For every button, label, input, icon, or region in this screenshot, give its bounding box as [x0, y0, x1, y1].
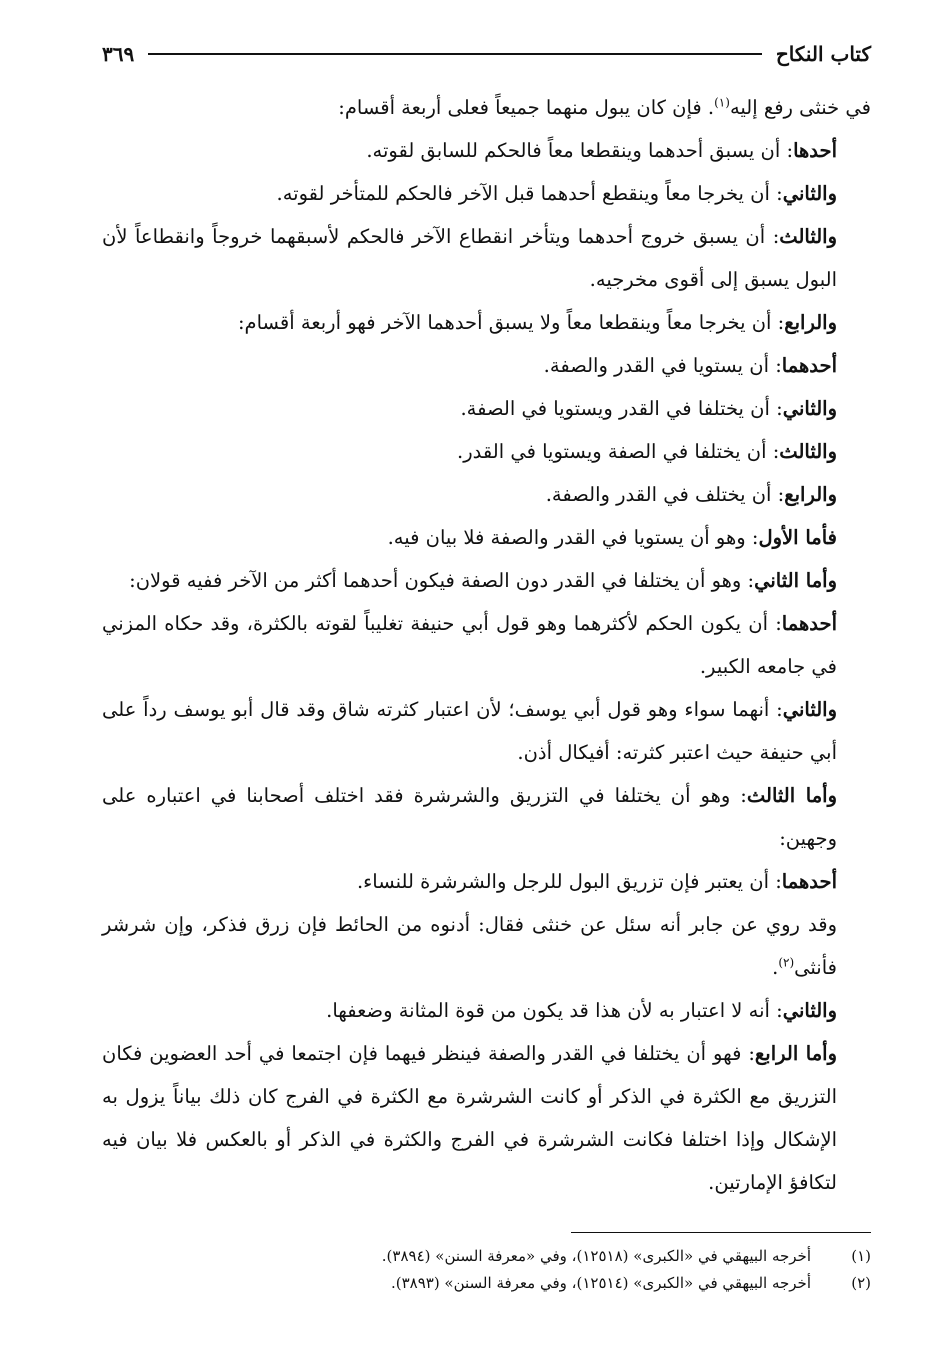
body-text: [102, 86, 871, 1204]
paragraph: فأما الأول: وهو أن يستويا في القدر والصفة فلا بيان فيه.: [387, 526, 837, 549]
paragraph: والثالث: أن يسبق خروج أحدهما ويتأخر انقطاع الآخر فالحكم لأسبقهما خروجاً وانقطاعاً لأن البول يسبق إلى أقوى مخرجيه.: [102, 225, 837, 291]
paragraph-lead: وأما الرابع: [754, 1042, 837, 1065]
paragraph: والرابع: أن يختلف في القدر والصفة.: [545, 483, 837, 506]
paragraph-lead: والثاني: [782, 397, 837, 420]
paragraph: والثاني: أن يخرجا معاً وينقطع أحدهما قبل الآخر فالحكم للمتأخر لقوته.: [276, 182, 837, 205]
paragraph: أحدهما: أن يكون الحكم لأكثرهما وهو قول أبي حنيفة تغليباً لقوته بالكثرة، وقد حكاه المزني في جامعه الكبير.: [102, 612, 837, 678]
paragraph-lead: فأما الأول: [758, 526, 837, 549]
paragraph-lead: والثالث: [779, 225, 837, 248]
paragraph: وأما الثاني: وهو أن يختلفا في القدر دون الصفة فيكون أحدهما أكثر من الآخر ففيه قولان:: [129, 569, 837, 592]
paragraph: والثالث: أن يختلفا في الصفة ويستويا في القدر.: [457, 440, 837, 463]
paragraph: وأما الثالث: وهو أن يختلفا في التزريق والشرشرة فقد اختلف أصحابنا في اعتباره على وجهين:: [102, 784, 837, 850]
page-number: ٣٦٩: [102, 42, 135, 66]
footnote: [102, 1270, 871, 1297]
paragraph: والرابع: أن يخرجا معاً وينقطعا معاً ولا يسبق أحدهما الآخر فهو أربعة أقسام:: [237, 311, 837, 334]
paragraph: والثاني: أنه لا اعتبار به لأن هذا قد يكون من قوة المثانة وضعفها.: [326, 999, 837, 1022]
footnote-text: أخرجه البيهقي في «الكبرى» (١٢٥١٤)، وفي معرفة السنن» (٣٨٩٣).: [390, 1274, 811, 1292]
paragraph-lead: أحدهما: [781, 612, 837, 635]
paragraph: وقد روي عن جابر أنه سئل عن خنثى فقال: أدنوه من الحائط فإن زرق فذكر، وإن شرشر فأنثى$^{(٢)}$.: [102, 913, 837, 979]
paragraph: أحدهما: أن يعتبر فإن تزريق البول للرجل والشرشرة للنساء.: [356, 870, 837, 893]
paragraph-lead: وأما الثالث: [746, 784, 837, 807]
footnote-number: (١): [851, 1247, 871, 1265]
paragraph: في خنثى رفع إليه$^{(١)}$. فإن كان يبول منهما جميعاً فعلى أربعة أقسام:: [338, 95, 871, 119]
paragraph-lead: والثالث: [779, 440, 837, 463]
footnote-ref: (١): [714, 95, 730, 110]
footnote: [102, 1243, 871, 1270]
paragraph: أحدها: أن يسبق أحدهما وينقطعا معاً فالحكم للسابق لقوته.: [366, 139, 837, 162]
header-rule: [148, 53, 762, 55]
footnote-text: أخرجه البيهقي في «الكبرى» (١٢٥١٨)، وفي «معرفة السنن» (٣٨٩٤).: [381, 1247, 811, 1265]
footnote-ref: (٢): [778, 955, 795, 970]
paragraph-lead: والرابع: [784, 483, 837, 506]
paragraph-lead: والثاني: [782, 999, 837, 1022]
paragraph-lead: أحدهما: [781, 870, 837, 893]
paragraph-lead: والثاني: [782, 182, 837, 205]
page-header: [102, 34, 871, 74]
paragraph-lead: أحدهما: [781, 354, 837, 377]
running-head-title: كتاب النكاح: [775, 42, 871, 66]
paragraph-lead: وأما الثاني: [754, 569, 837, 592]
paragraph-lead: أحدها: [793, 139, 837, 162]
paragraph-lead: والرابع: [784, 311, 837, 334]
paragraph-lead: والثاني: [782, 698, 837, 721]
paragraph: والثاني: أنهما سواء وهو قول أبي يوسف؛ لأن اعتبار كثرته شاق وقد قال أبو يوسف رداً على أبي حنيفة حيث اعتبر كثرته: أفيكال أذن.: [102, 698, 837, 764]
paragraph: أحدهما: أن يستويا في القدر والصفة.: [543, 354, 837, 377]
footnotes: [102, 1243, 871, 1297]
paragraph: والثاني: أن يختلفا في القدر ويستويا في الصفة.: [460, 397, 837, 420]
footnote-separator: [571, 1232, 871, 1233]
paragraph: وأما الرابع: فهو أن يختلفا في القدر والصفة فينظر فيهما فإن اجتمعا في أحد العضوين فكان التزريق مع الكثرة في الذكر أو كانت الشرشرة مع الكثرة في الفرج كان ذلك بياناً يزول به الإشكال وإذا اختلفا فكانت الشرشرة في الفرج والكثرة في الذكر أو بالعكس فلا بيان فيه لتكافؤ الإمارتين.: [102, 1042, 837, 1194]
footnote-number: (٢): [851, 1274, 871, 1292]
